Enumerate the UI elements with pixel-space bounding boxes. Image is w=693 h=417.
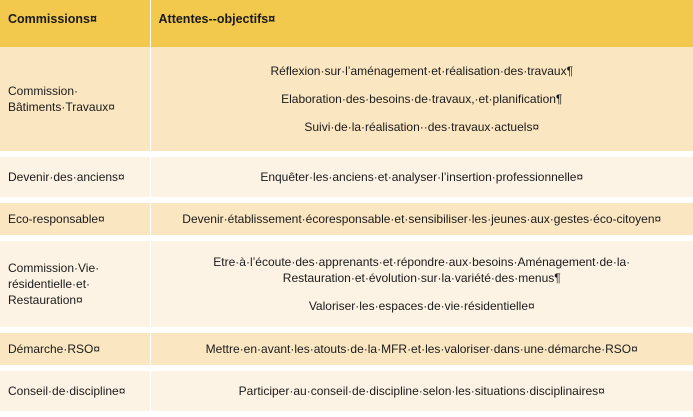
objectif-cell <box>150 157 693 197</box>
commission-cell: Devenir·des·anciens¤ <box>0 157 150 197</box>
table-row <box>0 241 693 327</box>
objectif-text: Réflexion·sur·l’aménagement·et·réalisation·des·travaux¶ <box>270 64 574 78</box>
commission-line: résidentielle·et· <box>8 277 91 291</box>
commission-line: Restauration¤ <box>8 293 83 307</box>
objectif-cell <box>150 203 693 235</box>
objectif-text: Mettre·en·avant·les·atouts·de·la·MFR·et·les·valoriser·dans·une·démarche·RSO¤ <box>205 342 638 356</box>
commission-cell: Eco-responsable¤ <box>0 203 150 235</box>
objectif-text: Suivi·de·la·réalisation··des·travaux·actuels¤ <box>304 120 540 134</box>
objectif-text: Participer·au·conseil·de·discipline·selon·les·situations·disciplinaires¤ <box>238 384 605 398</box>
objectif-text: Devenir·établissement·écoresponsable·et·sensibiliser·les·jeunes·aux·gestes·éco-citoyen¤ <box>182 212 662 226</box>
objectif-text: Elaboration·des·besoins·de·travaux,·et·planification¶ <box>281 92 563 106</box>
table-row <box>0 371 693 411</box>
table-row <box>0 333 693 365</box>
commission-line: Commission·Vie· <box>8 261 100 275</box>
commission-line: Commission· <box>8 84 79 98</box>
commission-cell <box>0 47 150 151</box>
objectif-cell <box>150 371 693 411</box>
commission-cell: Démarche·RSO¤ <box>0 333 150 365</box>
table-row <box>0 157 693 197</box>
objectif-cell <box>150 47 693 151</box>
header-objectifs: Attentes--objectifs¤ <box>150 0 693 47</box>
objectif-cell <box>150 241 693 327</box>
objectif-text: Valoriser·les·espaces·de·vie·résidentielle¤ <box>308 299 535 313</box>
table-row <box>0 203 693 235</box>
header-row <box>0 0 693 47</box>
header-commissions: Commissions¤ <box>0 0 150 47</box>
objectif-text: Enquêter·les·anciens·et·analyser·l’insertion·professionnelle¤ <box>260 170 584 184</box>
objectif-cell <box>150 333 693 365</box>
commission-cell: Conseil·de·discipline¤ <box>0 371 150 411</box>
table-row <box>0 47 693 151</box>
objectif-text: Etre·à·l’écoute·des·apprenants·et·répondre·aux·besoins·Aménagement·de·la· Restauration·et·évolution·sur·la·variété·des·menus¶ <box>213 255 631 285</box>
commission-line: Bâtiments·Travaux¤ <box>8 100 115 114</box>
commission-cell <box>0 241 150 327</box>
